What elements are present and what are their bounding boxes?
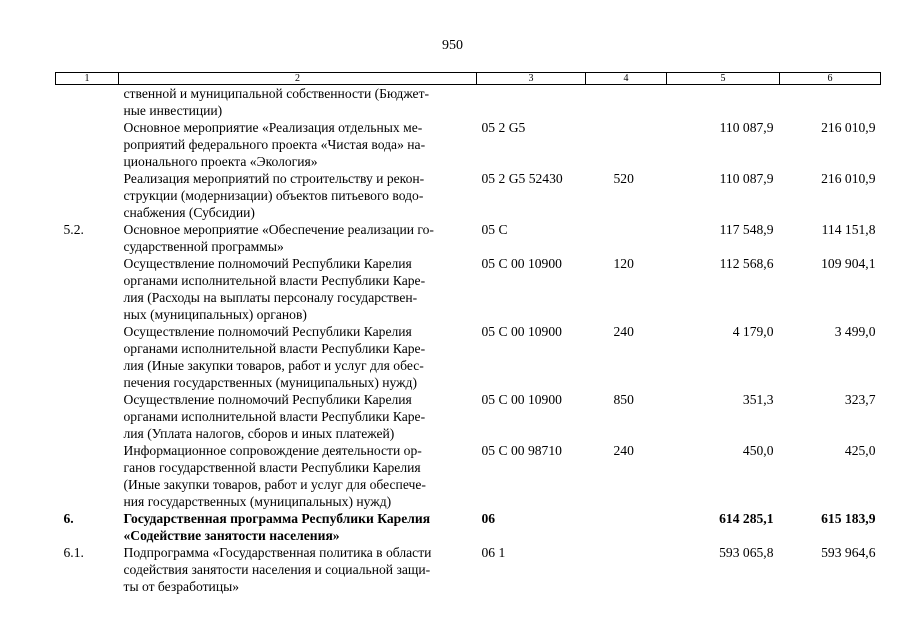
amount-year-2: 114 151,8 <box>821 222 876 237</box>
expense-type-code <box>586 510 667 544</box>
row-name-line: ты от безработицы» <box>123 579 240 594</box>
amount-year-2: 109 904,1 <box>821 256 876 271</box>
table-body <box>56 85 881 596</box>
row-name-line: Осуществление полномочий Республики Карелия <box>123 256 412 271</box>
row-name-line: «Содействие занятости населения» <box>123 528 340 543</box>
amount-year-2: 615 183,9 <box>821 511 876 526</box>
page-number: 950 <box>442 38 463 53</box>
amount-year-1: 593 065,8 <box>719 545 774 560</box>
row-name <box>119 255 477 323</box>
amount-year-1 <box>667 85 780 120</box>
expense-type-code <box>586 221 667 255</box>
row-name <box>119 442 477 510</box>
amount-year-2: 323,7 <box>844 392 876 407</box>
row-name-line: Основное мероприятие «Реализация отдельных ме- <box>123 120 423 135</box>
target-article-code: 05 C 00 98710 <box>481 443 562 458</box>
row-name-line: содействия занятости населения и социальной защи- <box>123 562 431 577</box>
target-article-code: 06 1 <box>481 545 506 560</box>
row-name-line: печения государственных (муниципальных) нужд) <box>123 375 417 390</box>
table-row <box>56 544 881 595</box>
row-name <box>119 85 477 120</box>
row-name-line: лия (Иные закупки товаров, работ и услуг для обес- <box>123 358 424 373</box>
row-name-line: лия (Уплата налогов, сборов и иных платежей) <box>123 426 395 441</box>
row-name-line: (Иные закупки товаров, работ и услуг для обеспече- <box>123 477 426 492</box>
column-number-4: 4 <box>586 73 667 85</box>
amount-year-2: 593 964,6 <box>821 545 876 560</box>
row-name-line: Реализация мероприятий по строительству и рекон- <box>123 171 425 186</box>
column-number-5: 5 <box>667 73 780 85</box>
row-name <box>119 323 477 391</box>
amount-year-2: 216 010,9 <box>821 120 876 135</box>
row-name-line: органами исполнительной власти Республики Каре- <box>123 273 426 288</box>
row-name-line: Подпрограмма «Государственная политика в области <box>123 545 432 560</box>
row-name-line: Информационное сопровождение деятельности ор- <box>123 443 422 458</box>
amount-year-2: 3 499,0 <box>834 324 876 339</box>
expense-type-code: 240 <box>613 324 634 339</box>
row-name-line: лия (Расходы на выплаты персоналу государствен- <box>123 290 418 305</box>
amount-year-1: 614 285,1 <box>719 511 774 526</box>
column-number-3: 3 <box>477 73 586 85</box>
table-row <box>56 442 881 510</box>
row-name-line: Осуществление полномочий Республики Карелия <box>123 324 412 339</box>
amount-year-2 <box>780 85 881 120</box>
row-name-line: струкции (модернизации) объектов питьевого водо- <box>123 188 424 203</box>
target-article-code: 05 C 00 10900 <box>481 324 562 339</box>
row-name-line: ственной и муниципальной собственности (Бюджет- <box>123 86 430 101</box>
amount-year-2: 425,0 <box>844 443 876 458</box>
row-number <box>56 442 119 510</box>
target-article-code: 05 C 00 10900 <box>481 392 562 407</box>
row-name-line: органами исполнительной власти Республики Каре- <box>123 341 426 356</box>
target-article-code: 05 2 G5 52430 <box>481 171 563 186</box>
target-article-code <box>477 85 586 120</box>
row-name <box>119 544 477 595</box>
row-name-line: Осуществление полномочий Республики Карелия <box>123 392 412 407</box>
amount-year-1: 4 179,0 <box>732 324 774 339</box>
column-number-2: 2 <box>119 73 477 85</box>
row-number: 6.1. <box>63 545 84 560</box>
amount-year-1: 110 087,9 <box>719 120 774 135</box>
row-name-line: снабжения (Субсидии) <box>123 205 255 220</box>
budget-table <box>55 72 881 595</box>
row-name <box>119 510 477 544</box>
row-name-line: Государственная программа Республики Карелия <box>123 511 431 526</box>
row-name-line: ния государственных (муниципальных) нужд) <box>123 494 392 509</box>
row-number <box>56 323 119 391</box>
row-name-line: ционального проекта «Экология» <box>123 154 318 169</box>
row-number <box>56 170 119 221</box>
table-row <box>56 255 881 323</box>
expense-type-code <box>586 544 667 595</box>
expense-type-code <box>586 119 667 170</box>
column-number-1: 1 <box>56 73 119 85</box>
row-name-line: сударственной программы» <box>123 239 284 254</box>
target-article-code: 05 C <box>481 222 508 237</box>
expense-type-code: 240 <box>613 443 634 458</box>
expense-type-code: 520 <box>613 171 634 186</box>
row-name <box>119 391 477 442</box>
target-article-code: 05 C 00 10900 <box>481 256 562 271</box>
table-row <box>56 119 881 170</box>
row-name-line: ные инвестиции) <box>123 103 223 118</box>
table-row <box>56 170 881 221</box>
table-row <box>56 85 881 120</box>
expense-type-code: 120 <box>613 256 634 271</box>
row-name-line: ганов государственной власти Республики Карелия <box>123 460 421 475</box>
amount-year-1: 450,0 <box>742 443 774 458</box>
table-header <box>56 73 881 85</box>
table-row <box>56 323 881 391</box>
column-number-row <box>56 73 881 85</box>
amount-year-1: 110 087,9 <box>719 171 774 186</box>
amount-year-1: 117 548,9 <box>719 222 774 237</box>
row-name-line: органами исполнительной власти Республики Каре- <box>123 409 426 424</box>
row-number <box>56 391 119 442</box>
amount-year-1: 112 568,6 <box>719 256 774 271</box>
expense-type-code: 850 <box>613 392 634 407</box>
row-number: 6. <box>63 511 74 526</box>
expense-type-code <box>586 85 667 120</box>
row-name <box>119 119 477 170</box>
row-number <box>56 255 119 323</box>
row-name-line: ных (муниципальных) органов) <box>123 307 307 322</box>
row-number <box>56 85 119 120</box>
row-name <box>119 221 477 255</box>
target-article-code: 05 2 G5 <box>481 120 526 135</box>
row-name <box>119 170 477 221</box>
table-row <box>56 510 881 544</box>
row-number: 5.2. <box>63 222 84 237</box>
table-row <box>56 221 881 255</box>
row-number <box>56 119 119 170</box>
amount-year-2: 216 010,9 <box>821 171 876 186</box>
target-article-code: 06 <box>481 511 496 526</box>
amount-year-1: 351,3 <box>742 392 774 407</box>
row-name-line: Основное мероприятие «Обеспечение реализации го- <box>123 222 434 237</box>
row-name-line: роприятий федерального проекта «Чистая вода» на- <box>123 137 426 152</box>
column-number-6: 6 <box>780 73 881 85</box>
table-row <box>56 391 881 442</box>
